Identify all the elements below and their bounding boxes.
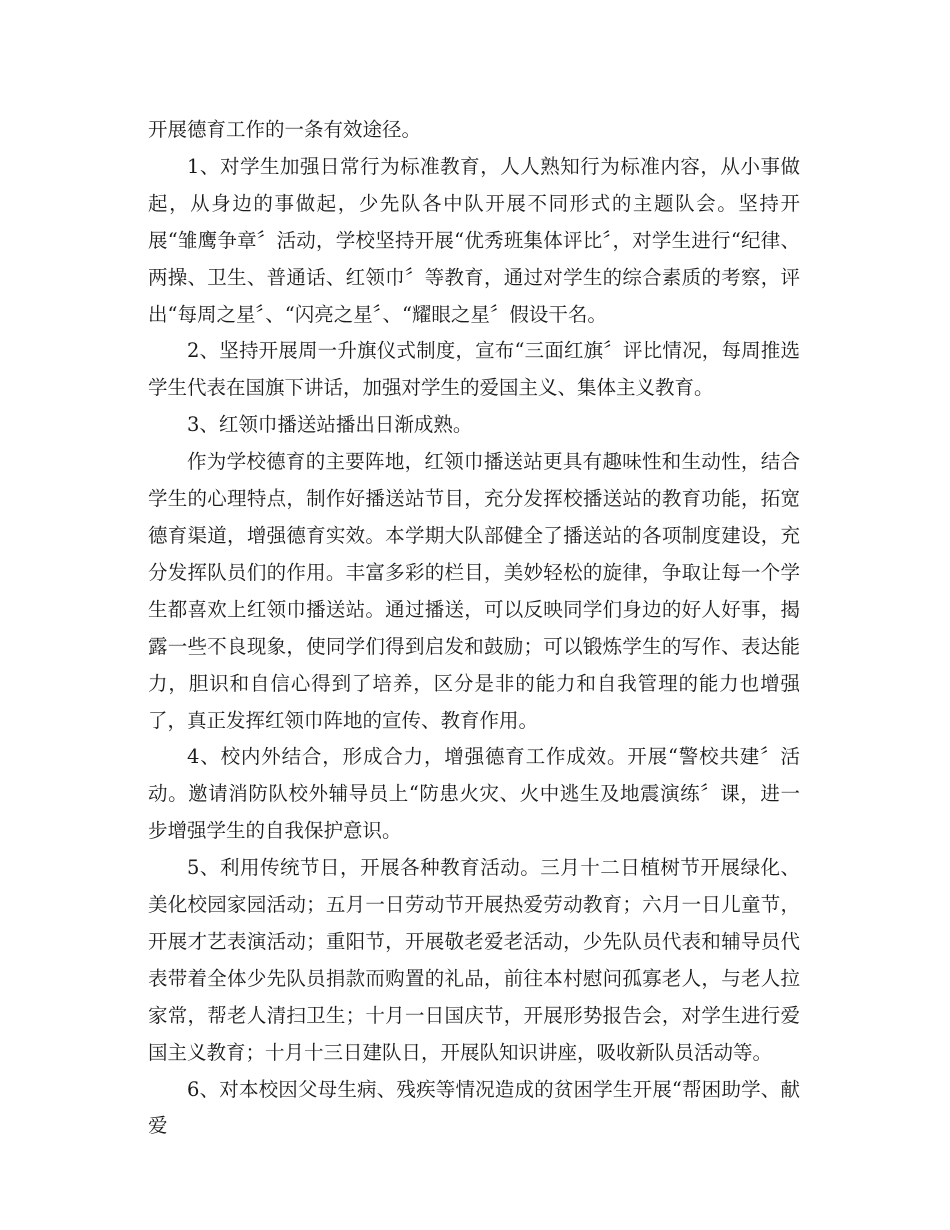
paragraph-item-5: 5、利用传统节日，开展各种教育活动。三月十二日植树节开展绿化、美化校园家园活动；五月一日劳动节开展热爱劳动教育；六月一日儿童节，开展才艺表演活动；重阳节，开展敬老爱老活动，少先队员代表和辅导员代表带着全体少先队员捐款而购置的礼品，前往本村慰问孤寡老人，与老人拉家常，帮老人清扫卫生；十月一日国庆节，开展形势报告会，对学生进行爱国主义教育；十月十三日建队日，开展队知识讲座，吸收新队员活动等。 (148, 856, 800, 1064)
paragraph-item-3: 3、红领巾播送站播出日渐成熟。 (187, 413, 473, 437)
paragraph-item-4: 4、校内外结合，形成合力，增强德育工作成效。开展“警校共建〞活动。邀请消防队校外辅导员上“防患火灾、火中逃生及地震演练〞课，进一步增强学生的自我保护意识。 (148, 745, 800, 843)
paragraph-item-1: 1、对学生加强日常行为标准教育，人人熟知行为标准内容，从小事做起，从身边的事做起，少先队各中队开展不同形式的主题队会。坚持开展“雏鹰争章〞活动，学校坚持开展“优秀班集体评比〞，对学生进行“纪律、两操、卫生、普通话、红领巾〞等教育，通过对学生的综合素质的考察，评出“每周之星〞、“闪亮之星〞、“耀眼之星〞假设干名。 (148, 154, 800, 326)
document-body (148, 112, 800, 1145)
paragraph-item-6: 6、对本校因父母生病、残疾等情况造成的贫困学生开展“帮困助学、献爱 (148, 1077, 800, 1138)
paragraph-broadcast-station: 作为学校德育的主要阵地，红领巾播送站更具有趣味性和生动性，结合学生的心理特点，制作好播送站节目，充分发挥校播送站的教育功能，拓宽德育渠道，增强德育实效。本学期大队部健全了播送站的各项制度建设，充分发挥队员们的作用。丰富多彩的栏目，美妙轻松的旋律，争取让每一个学生都喜欢上红领巾播送站。通过播送，可以反映同学们身边的好人好事，揭露一些不良现象，使同学们得到启发和鼓励；可以锻炼学生的写作、表达能力，胆识和自信心得到了培养，区分是非的能力和自我管理的能力也增强了，真正发挥红领巾阵地的宣传、教育作用。 (148, 450, 800, 732)
paragraph-intro-continuation: 开展德育工作的一条有效途径。 (148, 118, 422, 141)
paragraph-item-2: 2、坚持开展周一升旗仪式制度，宣布“三面红旗〞评比情况，每周推选学生代表在国旗下讲话，加强对学生的爱国主义、集体主义教育。 (148, 339, 800, 400)
